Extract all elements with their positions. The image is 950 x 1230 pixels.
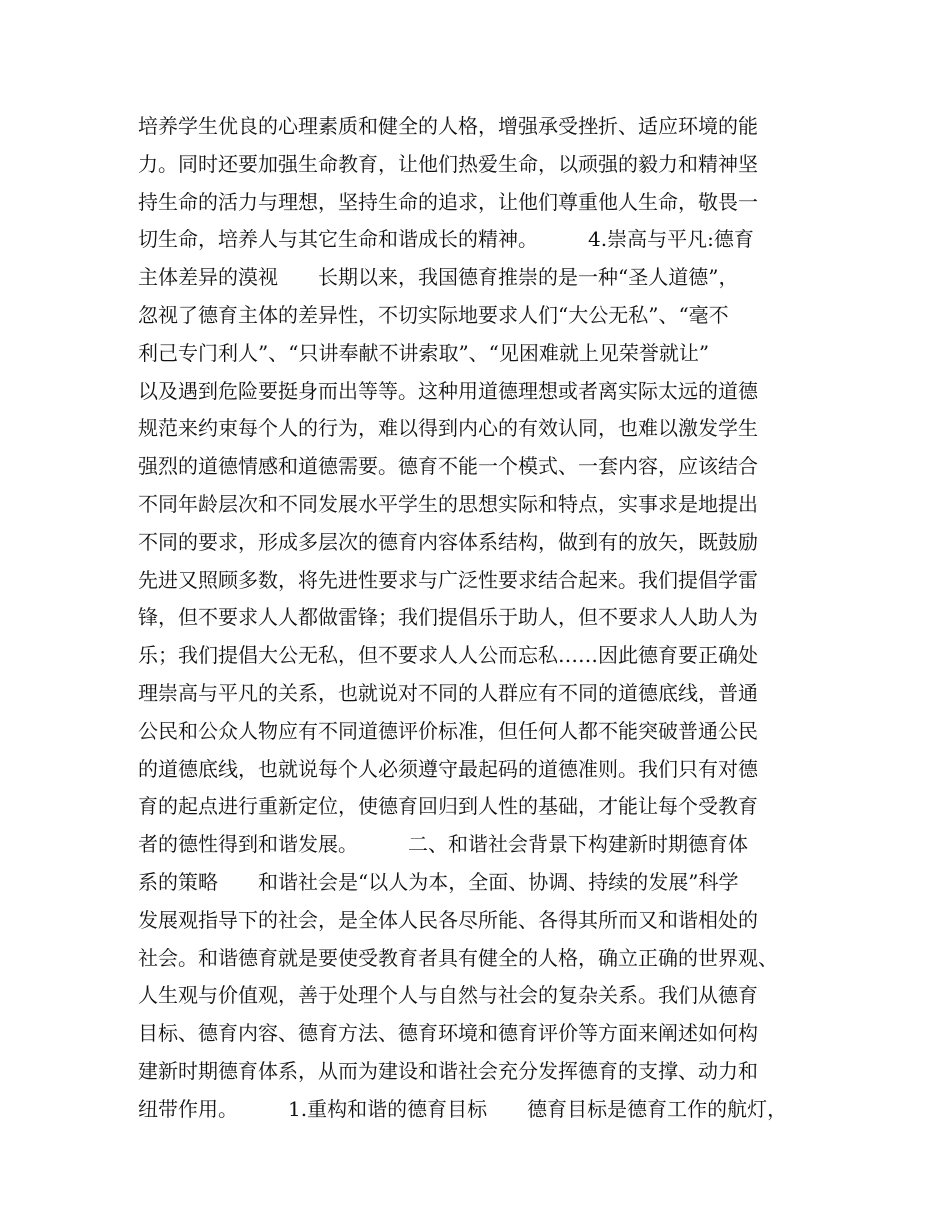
text-line: 规范来约束每个人的行为，难以得到内心的有效认同，也难以激发学生: [138, 416, 758, 441]
text-line: 目标、德育内容、德育方法、德育环境和德育评价等方面来阐述如何构: [138, 1021, 758, 1046]
text-line: 理崇高与平凡的关系，也就说对不同的人群应有不同的道德底线，普通: [138, 680, 758, 705]
text-line: 不同的要求，形成多层次的德育内容体系结构，做到有的放矢，既鼓励: [138, 529, 758, 554]
text-line: 切生命，培养人与其它生命和谐成长的精神。 4.崇高与平凡:德育: [138, 227, 754, 252]
text-line: 的道德底线，也就说每个人必须遵守最起码的道德准则。我们只有对德: [138, 756, 758, 781]
text-line: 育的起点进行重新定位，使德育回归到人性的基础，才能让每个受教育: [138, 794, 758, 819]
text-line: 持生命的活力与理想，坚持生命的追求，让他们尊重他人生命，敬畏一: [138, 189, 758, 214]
text-line: 乐；我们提倡大公无私，但不要求人人公而忘私……因此德育要正确处: [138, 643, 758, 668]
text-line: 者的德性得到和谐发展。 二、和谐社会背景下构建新时期德育体: [138, 832, 748, 857]
text-line: 系的策略 和谐社会是“以人为本，全面、协调、持续的发展”科学: [138, 869, 739, 894]
text-line: 建新时期德育体系，从而为建设和谐社会充分发挥德育的支撑、动力和: [138, 1058, 758, 1083]
text-line: 以及遇到危险要挺身而出等等。这种用道德理想或者离实际太远的道德: [138, 378, 758, 403]
text-line: 力。同时还要加强生命教育，让他们热爱生命，以顽强的毅力和精神坚: [138, 151, 758, 176]
text-line: 主体差异的漠视 长期以来，我国德育推崇的是一种“圣人道德”，: [138, 265, 739, 290]
text-line: 培养学生优良的心理素质和健全的人格，增强承受挫折、适应环境的能: [138, 114, 758, 138]
text-line: 纽带作用。 1.重构和谐的德育目标 德育目标是德育工作的航灯，: [138, 1096, 788, 1121]
text-line: 利己专门利人”、“只讲奉献不讲索取”、“见困难就上见荣誉就让”: [138, 340, 710, 365]
text-line: 不同年龄层次和不同发展水平学生的思想实际和特点，实事求是地提出: [138, 491, 758, 516]
text-line: 忽视了德育主体的差异性，不切实际地要求人们“大公无私”、“毫不: [138, 302, 729, 327]
text-line: 人生观与价值观，善于处理个人与自然与社会的复杂关系。我们从德育: [138, 983, 758, 1008]
body-text: [138, 108, 838, 1129]
text-line: 公民和公众人物应有不同道德评价标准，但任何人都不能突破普通公民: [138, 718, 758, 743]
text-line: 社会。和谐德育就是要使受教育者具有健全的人格，确立正确的世界观、: [138, 945, 778, 970]
text-line: 强烈的道德情感和道德需要。德育不能一个模式、一套内容，应该结合: [138, 454, 758, 479]
text-line: 先进又照顾多数，将先进性要求与广泛性要求结合起来。我们提倡学雷: [138, 567, 758, 592]
text-line: 锋，但不要求人人都做雷锋；我们提倡乐于助人，但不要求人人助人为: [138, 605, 758, 630]
text-line: 发展观指导下的社会，是全体人民各尽所能、各得其所而又和谐相处的: [138, 907, 758, 932]
